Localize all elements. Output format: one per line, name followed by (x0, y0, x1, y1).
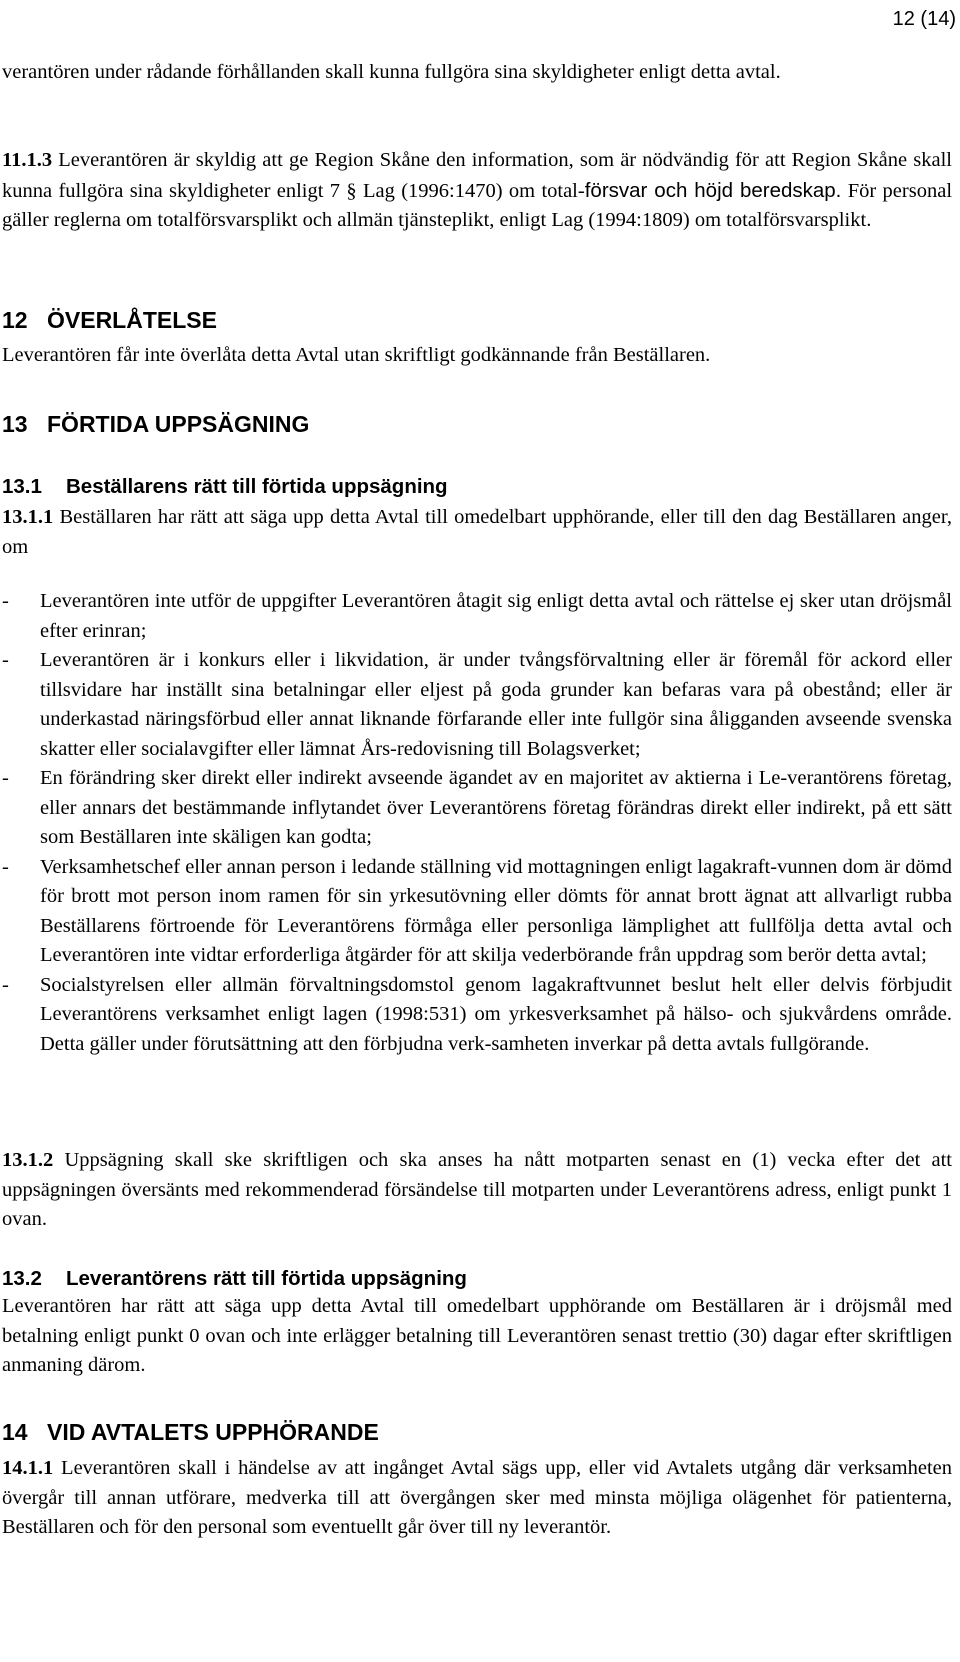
list-item (2, 764, 952, 853)
clause-text-rest: För personal gäller reglerna om totalförsvarsplikt och allmän tjänsteplikt, enligt Lag (1994:1809) om totalförsvarsplikt. (2, 179, 953, 231)
clause-text: Leverantören är skyldig att ge Region Skåne den information, som är nödvändig för att Region Skåne skall kunna fullgöra sina skyldigheter enligt 7 § Lag (1996:1470) om total- (2, 149, 953, 202)
section-number: 13 (2, 411, 28, 437)
termination-grounds-list (2, 587, 952, 1059)
subsection-title: Beställarens rätt till förtida uppsägning (66, 475, 448, 498)
clause-number: 13.1.2 (2, 1149, 54, 1171)
list-item (2, 853, 952, 971)
clause-11-1-3 (2, 146, 952, 236)
clause-number: 13.1.1 (2, 506, 54, 528)
subsection-title: Leverantörens rätt till förtida uppsägning (66, 1267, 467, 1290)
list-item (2, 587, 952, 646)
clause-14-1-1 (2, 1454, 952, 1543)
list-item (2, 971, 952, 1060)
clause-text: Beställaren har rätt att säga upp detta Avtal till omedelbart upphörande, eller till den dag Beställaren anger, om (2, 506, 952, 558)
list-dash: - (2, 767, 9, 789)
page-number: 12 (14) (892, 8, 956, 30)
clause-text: Leverantören skall i händelse av att ingånget Avtal sägs upp, eller vid Avtalets utgång där verksamheten övergår till annan utförare, medverka till att övergången sker med minsta möjliga olägenhet för patienterna, Beställaren och för den personal som eventuellt går över till ny leverantör. (2, 1457, 952, 1538)
section-12-body: Leverantören får inte överlåta detta Avtal utan skriftligt godkännande från Beställaren. (2, 344, 711, 366)
section-title: FÖRTIDA UPPSÄGNING (47, 411, 310, 437)
subsection-number: 13.2 (2, 1267, 42, 1290)
section-number: 12 (2, 307, 28, 333)
list-dash: - (2, 649, 9, 671)
clause-number: 14.1.1 (2, 1457, 54, 1479)
list-item-text: Socialstyrelsen eller allmän förvaltningsdomstol genom lagakraftvunnet beslut helt eller delvis förbjudit Leverantörens verksamhet enligt lagen (1998:531) om yrkesverksamhet på hälso- och sjukvårdens område. Detta gäller under förutsättning att den förbjudna verk-samheten inverkar på detta avtals fullgörande. (40, 973, 952, 1055)
section-heading-14 (2, 1418, 379, 1446)
list-dash: - (2, 973, 9, 996)
list-item-text: Leverantören är i konkurs eller i likvidation, är under tvångsförvaltning eller är föremål för ackord eller tillsvidare har inställt sina betalningar eller eljest på goda grunder kan befaras vara på obestånd; eller är underkastad näringsförbud eller annat liknande förfarande eller inte fullgör sina åligganden avseende svenska skatter eller socialavgifter eller lämnat Års-redovisning till Bolagsverket; (40, 649, 952, 760)
clause-text-sans: försvar och höjd beredskap. (584, 178, 842, 202)
section-heading-12 (2, 306, 217, 334)
subsection-heading-13-2 (2, 1266, 467, 1292)
section-title: VID AVTALETS UPPHÖRANDE (47, 1419, 379, 1445)
section-13-2-body: Leverantören har rätt att säga upp detta Avtal till omedelbart upphörande om Beställaren är i dröjsmål med betalning enligt punkt 0 ovan och inte erlägger betalning till Leverantören senast trettio (30) dagar efter skriftligen anmaning därom. (2, 1295, 952, 1376)
section-title: ÖVERLÅTELSE (47, 307, 217, 333)
list-item (2, 646, 952, 764)
list-item-text: Leverantören inte utför de uppgifter Leverantören åtagit sig enligt detta avtal och rättelse ej sker utan dröjsmål efter erinran; (40, 590, 952, 642)
clause-text: Uppsägning skall ske skriftligen och ska anses ha nått motparten senast en (1) vecka efter det att uppsägningen översänts med rekommenderad försändelse till motparten under Leverantörens adress, enligt punkt 1 ovan. (2, 1149, 952, 1230)
subsection-number: 13.1 (2, 475, 42, 498)
clause-number: 11.1.3 (2, 149, 53, 171)
continuation-paragraph: verantören under rådande förhållanden skall kunna fullgöra sina skyldigheter enligt detta avtal. (2, 61, 781, 83)
list-dash: - (2, 590, 9, 612)
subsection-heading-13-1 (2, 474, 448, 500)
section-number: 14 (2, 1419, 28, 1445)
list-dash: - (2, 855, 9, 878)
list-item-text: Verksamhetschef eller annan person i ledande ställning vid mottagningen enligt lagakraft-vunnen dom är dömd för brott mot person inom ramen för sin yrkesutövning eller dömts för annat brott ägnat att allvarligt rubba Beställarens förtroende för Leverantörens förmåga eller personliga lämplighet att fullfölja detta avtal och Leverantören inte vidtar erforderliga åtgärder för att skilja vederbörande från uppdrag som berör detta avtal; (40, 855, 952, 966)
clause-13-1-2 (2, 1146, 952, 1235)
clause-13-1-1 (2, 503, 952, 562)
list-item-text: En förändring sker direkt eller indirekt avseende ägandet av en majoritet av aktierna i Le-verantörens företag, eller annars det bestämmande inflytandet över Leverantörens företag förändras direkt eller indirekt, på ett sätt som Beställaren inte skäligen kan godta; (40, 767, 952, 848)
section-heading-13 (2, 410, 309, 438)
